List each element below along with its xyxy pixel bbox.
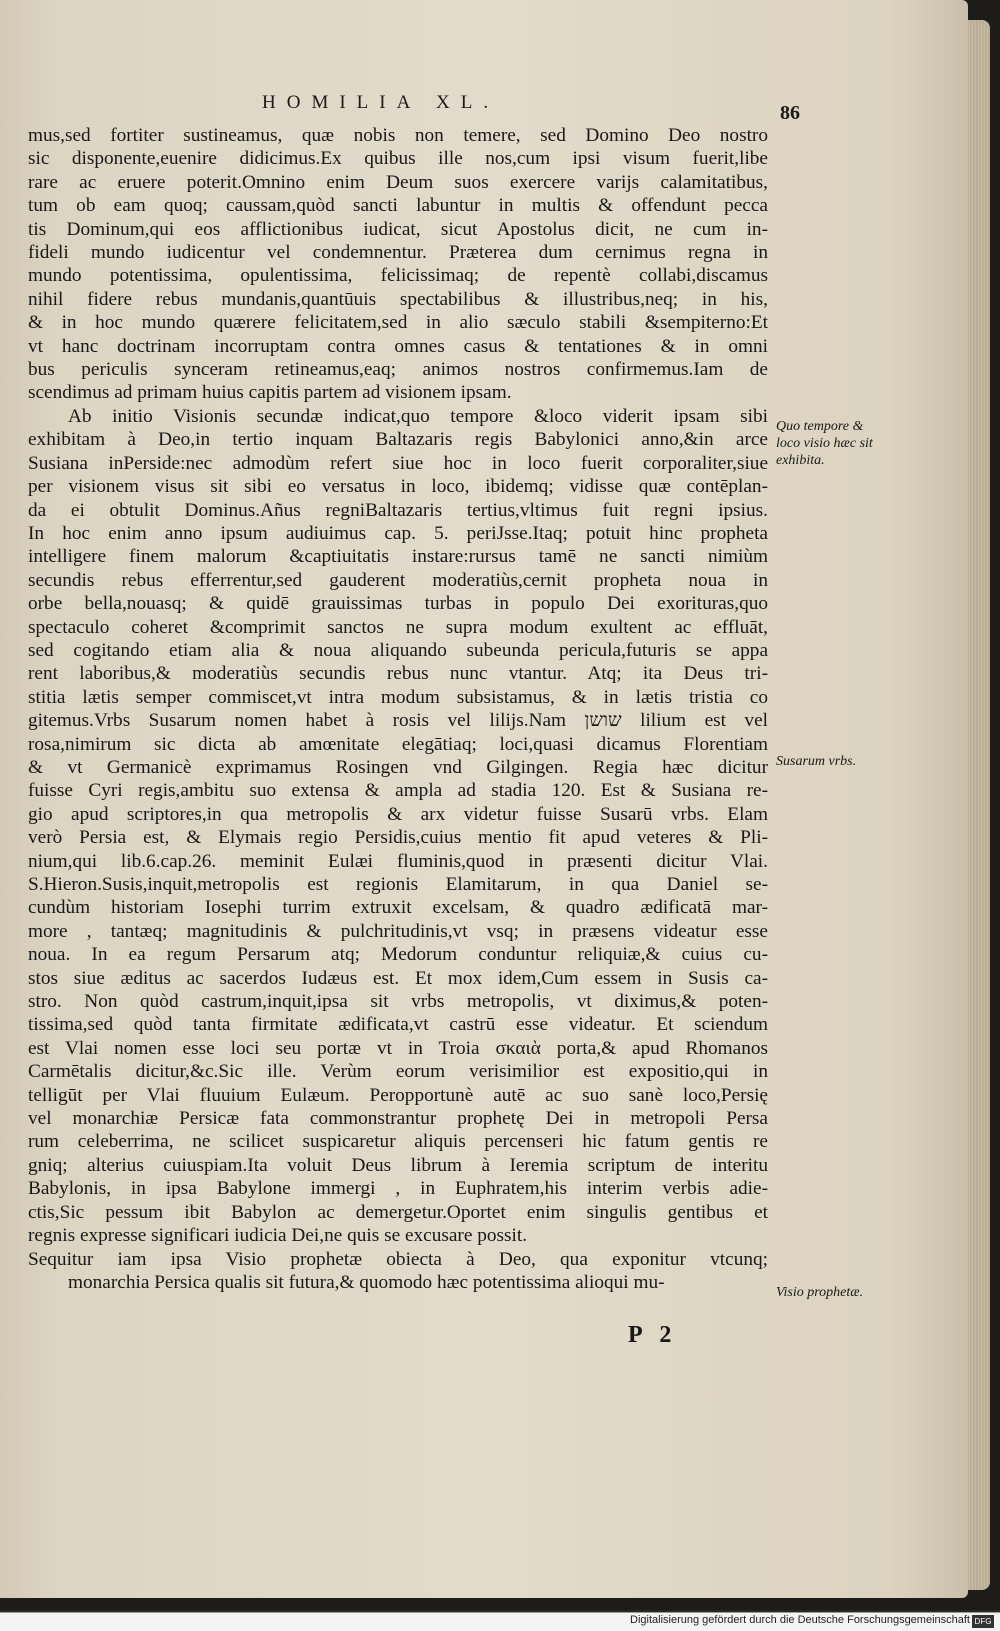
text-line: & vt Germanicè exprimamus Rosingen vnd Gilgingen. Regia hæc dicitur	[28, 756, 768, 778]
text-line: cundùm historiam Iosephi turrim extruxit excelsam, & quadro ædificatā mar-	[28, 897, 768, 919]
text-line: rent laboribus,& moderatiùs secundis rebus nunc vtantur. Atq; ita Deus tri-	[28, 663, 768, 685]
text-line: fuisse Cyri regis,ambitu suo extensa & ampla ad stadia 120. Est & Susiana re-	[28, 780, 768, 802]
text-line: orbe bella,nouasq; & quidē grauissimas turbas in populo Dei exorituras,quo	[28, 593, 768, 615]
text-line: est Vlai nomen esse loci seu portæ vt in Troia σκαιὰ porta,& apud Rhomanos	[28, 1037, 768, 1059]
text-line: Babylonis, in ipsa Babylone immergi , in Euphratem,his interim verbis adie-	[28, 1178, 768, 1200]
text-line: secundis rebus efferrentur,sed gauderent moderatiùs,cernit propheta noua in	[28, 569, 768, 591]
text-line: regnis expresse significari iudicia Dei,ne quis se excusare possit.	[28, 1225, 528, 1247]
text-line: tissima,sed quòd tanta firmitate ædificata,vt castrū esse videatur. Et sciendum	[28, 1014, 768, 1036]
dfg-logo: DFG	[972, 1615, 994, 1628]
text-line: nium,qui lib.6.cap.26. meminit Eulæi fluminis,quod in præsenti dicitur Vlai.	[28, 850, 768, 872]
text-line: mus,sed fortiter sustineamus, quæ nobis non temere, sed Domino Deo nostro	[28, 125, 768, 146]
text-line: exhibitam à Deo,in tertio inquam Baltazaris regis Babylonici anno,&in arce	[28, 429, 768, 451]
text-line: more , tantæq; magnitudinis & pulchritudinis,vt vsq; in præsens videatur esse	[28, 920, 768, 942]
text-line: rum celeberrima, ne scilicet suspicaretur aliquis percenseri hic fatum gentis re	[28, 1131, 768, 1153]
text-line: gio apud scriptores,in qua metropolis & arx videtur fuisse Susarū vrbs. Elam	[28, 803, 768, 825]
footer-bar	[0, 1612, 1000, 1631]
marginal-note-1: Quo tempore & loco visio hæc sit exhibita.	[776, 419, 873, 468]
running-head: HOMILIA XL.	[262, 92, 500, 113]
text-line: da ei obtulit Dominus.Añus regniBaltazaris tertius,vltimus fuit regni ipsius.	[28, 499, 768, 521]
text-line: spectaculo coheret &comprimit sanctos ne supra modum exultent ac effluāt,	[28, 616, 768, 638]
text-line: stro. Non quòd castrum,inquit,ipsa sit vrbs metropolis, vt diximus,& poten-	[28, 991, 768, 1013]
text-line: noua. In ea regum Persarum atq; Medorum conduntur reliquiæ,& cuius cu-	[28, 944, 768, 966]
text-line: In hoc enim anno ipsum audiuimus cap. 5. periJsse.Itaq; potuit hinc propheta	[28, 522, 768, 544]
marginal-note-3: Visio prophetæ.	[776, 1285, 864, 1300]
text-line: S.Hieron.Susis,inquit,metropolis est regionis Elamitarum, in qua Daniel se-	[28, 874, 768, 895]
text-line: sic disponente,euenire didicimus.Ex quibus ille nos,cum ipsi visum fuerit,libe	[28, 148, 768, 170]
text-line: stitia lætis semper commiscet,vt intra modum subsistamus, & in lætis tristia co	[28, 686, 768, 708]
body-text	[28, 124, 768, 1294]
text-line: per visionem visus sit sibi eo versatus in loco, ibidemq; vidisse quæ contēplan-	[28, 476, 768, 498]
text-line: ctis,Sic pessum ibit Babylon ac demergetur.Oportet enim singulis gentibus et	[28, 1201, 768, 1223]
text-line: intelligere finem malorum &captiuitatis instare:rursus tamē ne sancti nimiùm	[28, 546, 768, 568]
text-line: monarchia Persica qualis sit futura,& quomodo hæc potentissima alioqui mu-	[68, 1271, 665, 1293]
text-line: Carmētalis dicitur,&c.Sic ille. Verùm eorum verisimilior est expositio,qui in	[28, 1061, 768, 1083]
text-line: nihil fidere rebus mundanis,quantūuis spectabilibus & illustribus,neq; in his,	[28, 288, 768, 310]
text-line: fideli mundo iudicentur vel condemnentur. Præterea dum cernimus regna in	[28, 242, 768, 264]
text-line: mundo potentissima, opulentissima, felicissimaq; de repentè collabi,discamus	[28, 265, 768, 287]
page-edges	[968, 20, 990, 1590]
text-line: verò Persia est, & Elymais regio Persidis,cuius mentio fit apud veteres & Pli-	[28, 827, 768, 849]
folio-number: 86	[780, 102, 800, 124]
text-line: gniq; alterius cuiuspiam.Ita voluit Deus librum à Ieremia scriptum de interitu	[28, 1154, 768, 1176]
text-line: vt hanc doctrinam incorruptam contra omnes casus & tentationes & in omni	[28, 335, 768, 357]
signature-mark: P 2	[628, 1322, 678, 1348]
marginal-note-2: Susarum vrbs.	[776, 754, 857, 769]
text-line: tis Dominum,qui eos afflictionibus iudicat, sicut Apostolus dicit, ne cum in-	[28, 218, 768, 240]
text-line: sed cogitando etiam alia & noua aliquando subeunda pericula,futuris se appa	[28, 639, 768, 661]
text-line: bus periculis synceram retineamus,eaq; animos nostros confirmemus.Iam de	[28, 359, 768, 381]
text-line: Sequitur iam ipsa Visio prophetæ obiecta à Deo, qua exponitur vtcunq;	[28, 1248, 768, 1270]
text-line: gitemus.Vrbs Susarum nomen habet à rosis vel lilijs.Nam שושן lilium est vel	[28, 710, 768, 732]
text-line: & in hoc mundo quærere felicitatem,sed in alio sæculo stabili &sempiterno:Et	[28, 312, 768, 334]
text-line: scendimus ad primam huius capitis partem ad visionem ipsam.	[28, 382, 512, 404]
text-line: rosa,nimirum sic dicta ab amœnitate elegātiaq; loci,quasi dicamus Florentiam	[28, 733, 768, 755]
footer-credit: Digitalisierung gefördert durch die Deutsche Forschungsgemeinschaft	[630, 1614, 970, 1626]
text-line: telligūt per Vlai fluuium Eulæum. Peropportunè autē ac suo sanè loco,Persię	[28, 1084, 768, 1106]
text-line: rare ac eruere poterit.Omnino enim Deum suos exercere varijs calamitatibus,	[28, 171, 768, 193]
text-line: Susiana inPerside:nec admodùm refert siue hoc in loco fuerit corporaliter,siue	[28, 452, 768, 474]
text-line: vel monarchiæ Persicæ fata commonstrantur prophetę Dei in metropoli Persa	[28, 1108, 768, 1130]
text-line: tum ob eam quoq; caussam,quòd sancti labuntur in multis & offendunt pecca	[28, 195, 768, 217]
text-line: stos siue æditus ac sacerdos Iudæus est. Et mox idem,Cum essem in Susis ca-	[28, 967, 768, 989]
text-line: Ab initio Visionis secundæ indicat,quo tempore &loco viderit ipsam sibi	[68, 405, 768, 427]
